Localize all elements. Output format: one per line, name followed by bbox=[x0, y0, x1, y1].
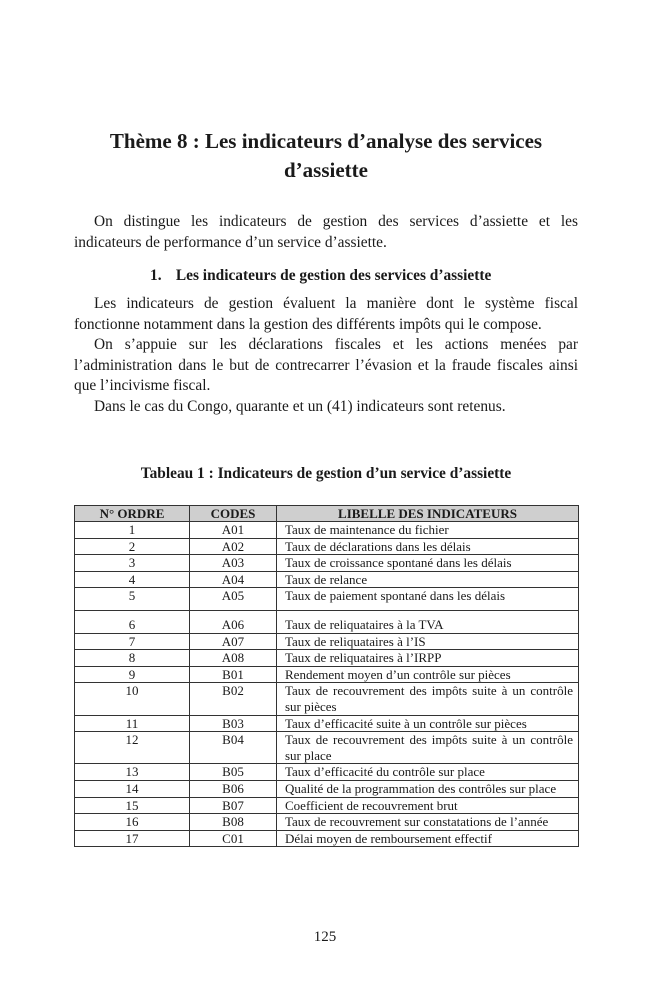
cell-code: A04 bbox=[190, 571, 277, 588]
cell-order: 7 bbox=[75, 633, 190, 650]
cell-code: A07 bbox=[190, 633, 277, 650]
cell-code: A06 bbox=[190, 610, 277, 633]
cell-order: 6 bbox=[75, 610, 190, 633]
table-row bbox=[75, 650, 579, 667]
table-row bbox=[75, 830, 579, 847]
cell-order: 5 bbox=[75, 588, 190, 611]
cell-label: Taux de reliquataires à l’IS bbox=[277, 633, 579, 650]
body-block bbox=[74, 294, 578, 417]
section-title: Les indicateurs de gestion des services d’assiette bbox=[175, 267, 492, 284]
cell-order: 15 bbox=[75, 797, 190, 814]
cell-label: Taux d’efficacité du contrôle sur place bbox=[277, 764, 579, 781]
cell-code: B08 bbox=[190, 814, 277, 831]
section-heading bbox=[74, 266, 578, 286]
table-row bbox=[75, 764, 579, 781]
cell-code: B07 bbox=[190, 797, 277, 814]
cell-code: A01 bbox=[190, 522, 277, 539]
cell-order: 17 bbox=[75, 830, 190, 847]
cell-order: 14 bbox=[75, 780, 190, 797]
cell-label: Taux d’efficacité suite à un contrôle sur pièces bbox=[277, 715, 579, 732]
cell-label: Rendement moyen d’un contrôle sur pièces bbox=[277, 666, 579, 683]
table-row bbox=[75, 555, 579, 572]
cell-label: Taux de reliquataires à l’IRPP bbox=[277, 650, 579, 667]
cell-code: A08 bbox=[190, 650, 277, 667]
section-number: 1. bbox=[150, 267, 162, 284]
cell-label: Taux de paiement spontané dans les délais bbox=[277, 588, 579, 611]
table-row bbox=[75, 522, 579, 539]
cell-code: A05 bbox=[190, 588, 277, 611]
cell-label: Taux de déclarations dans les délais bbox=[277, 538, 579, 555]
cell-order: 4 bbox=[75, 571, 190, 588]
intro-paragraph: On distingue les indicateurs de gestion des services d’assiette et les indicateurs de performance d’un service d’assiette. bbox=[74, 213, 578, 251]
table-row bbox=[75, 683, 579, 715]
cell-label: Taux de maintenance du fichier bbox=[277, 522, 579, 539]
cell-code: B04 bbox=[190, 732, 277, 764]
table-row bbox=[75, 571, 579, 588]
cell-order: 8 bbox=[75, 650, 190, 667]
cell-order: 11 bbox=[75, 715, 190, 732]
table-row bbox=[75, 633, 579, 650]
cell-order: 13 bbox=[75, 764, 190, 781]
cell-code: C01 bbox=[190, 830, 277, 847]
page-title bbox=[74, 127, 578, 185]
cell-label: Taux de recouvrement des impôts suite à un contrôle sur place bbox=[277, 732, 579, 764]
cell-code: A03 bbox=[190, 555, 277, 572]
table-row bbox=[75, 610, 579, 633]
table-header-row bbox=[75, 506, 579, 522]
cell-code: B05 bbox=[190, 764, 277, 781]
cell-order: 1 bbox=[75, 522, 190, 539]
table-row bbox=[75, 732, 579, 764]
cell-code: B02 bbox=[190, 683, 277, 715]
cell-code: B01 bbox=[190, 666, 277, 683]
table-row bbox=[75, 538, 579, 555]
header-label: LIBELLE DES INDICATEURS bbox=[277, 506, 579, 522]
page-title-line-2: d’assiette bbox=[284, 158, 368, 182]
cell-code: A02 bbox=[190, 538, 277, 555]
cell-label: Taux de reliquataires à la TVA bbox=[277, 610, 579, 633]
table-row bbox=[75, 780, 579, 797]
cell-order: 9 bbox=[75, 666, 190, 683]
table-caption: Tableau 1 : Indicateurs de gestion d’un service d’assiette bbox=[140, 465, 512, 482]
cell-label: Taux de recouvrement des impôts suite à un contrôle sur pièces bbox=[277, 683, 579, 715]
intro-block bbox=[74, 212, 578, 253]
cell-order: 10 bbox=[75, 683, 190, 715]
table-row bbox=[75, 797, 579, 814]
cell-label: Qualité de la programmation des contrôles sur place bbox=[277, 780, 579, 797]
cell-label: Taux de croissance spontané dans les délais bbox=[277, 555, 579, 572]
cell-order: 3 bbox=[75, 555, 190, 572]
header-codes: CODES bbox=[190, 506, 277, 522]
indicators-table bbox=[74, 505, 579, 847]
cell-label: Taux de recouvrement sur constatations de l’année bbox=[277, 814, 579, 831]
body-paragraph-3: Dans le cas du Congo, quarante et un (41) indicateurs sont retenus. bbox=[94, 397, 506, 415]
cell-order: 12 bbox=[75, 732, 190, 764]
body-paragraph-2: On s’appuie sur les déclarations fiscales et les actions menées par l’administration dans le but de contrecarrer l’évasion et la fraude fiscales ainsi que l’incivisme fiscal. bbox=[74, 336, 578, 394]
cell-code: B03 bbox=[190, 715, 277, 732]
table-row bbox=[75, 588, 579, 611]
cell-code: B06 bbox=[190, 780, 277, 797]
table-row bbox=[75, 715, 579, 732]
table-row bbox=[75, 814, 579, 831]
page-number: 125 bbox=[313, 929, 337, 945]
cell-label: Taux de relance bbox=[277, 571, 579, 588]
table-row bbox=[75, 666, 579, 683]
page-title-line-1: Thème 8 : Les indicateurs d’analyse des services bbox=[109, 129, 543, 153]
cell-order: 16 bbox=[75, 814, 190, 831]
cell-order: 2 bbox=[75, 538, 190, 555]
cell-label: Coefficient de recouvrement brut bbox=[277, 797, 579, 814]
cell-label: Délai moyen de remboursement effectif bbox=[277, 830, 579, 847]
header-order: N° ORDRE bbox=[75, 506, 190, 522]
body-paragraph-1: Les indicateurs de gestion évaluent la manière dont le système fiscal fonctionne notamment dans la gestion des différents impôts qui le compose. bbox=[74, 295, 578, 333]
